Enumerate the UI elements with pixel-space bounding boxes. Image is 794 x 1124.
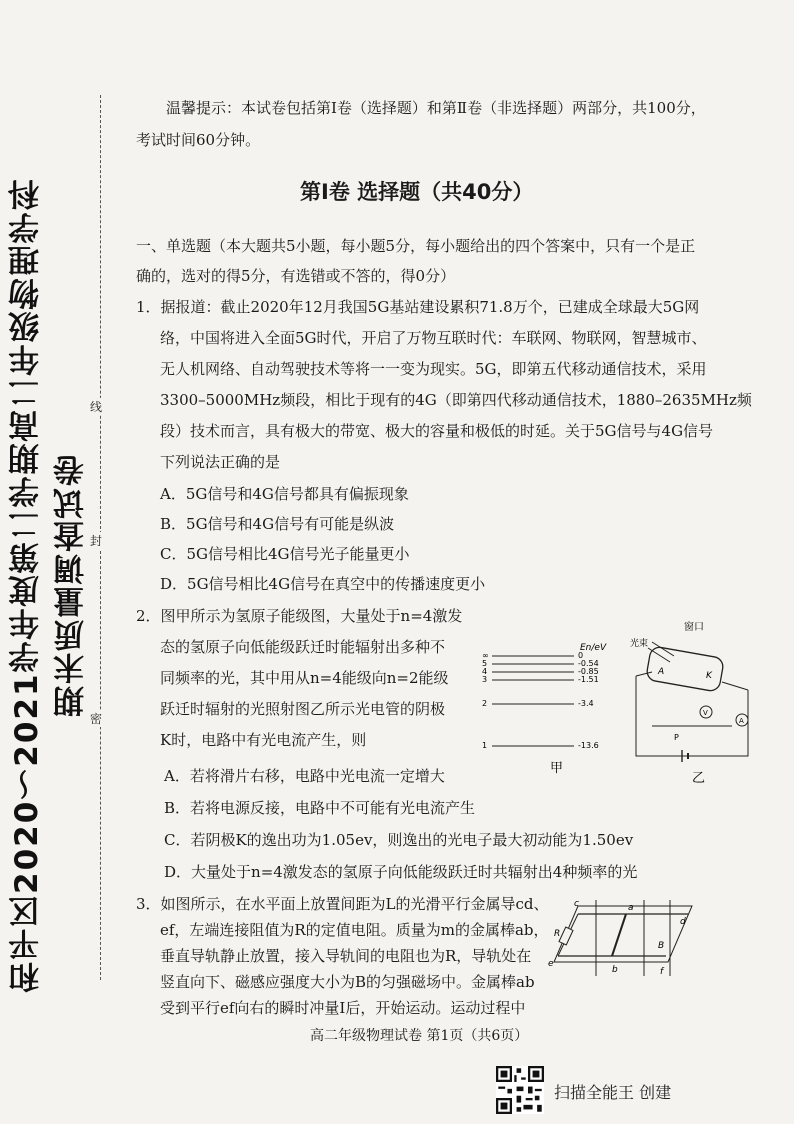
q3-line: 垂直导轨静止放置，接入导轨间的电阻也为R，导轨处在 bbox=[160, 947, 532, 965]
field-label: B bbox=[658, 941, 665, 951]
metal-rod-ab bbox=[612, 914, 626, 956]
q2-line: 跃迁时辐射的光照射图乙所示光电管的阴极 bbox=[160, 700, 446, 718]
photoelectric-circuit-diagram bbox=[622, 616, 758, 788]
q1-line: 3300–5000MHz频段，相比于现有的4G（即第四代移动通信技术，1880–2635MHz频 bbox=[160, 391, 752, 409]
q1-option-c: C．5G信号相比4G信号光子能量更小 bbox=[160, 545, 410, 563]
level-n: ∞ bbox=[482, 651, 489, 660]
rail-label: d bbox=[680, 917, 686, 927]
level-n: 1 bbox=[482, 741, 488, 750]
rod-label: b bbox=[612, 965, 618, 975]
light-label: 光束 bbox=[630, 639, 649, 649]
side-exam-title-text: 和平区2020～2021学年度第二学期高二年级物理学科期末质量调查试卷 bbox=[9, 177, 90, 993]
q1-option-b: B．5G信号和4G信号有可能是纵波 bbox=[160, 515, 395, 533]
binding-label-line: 线 bbox=[90, 400, 103, 414]
page-footer: 高二年级物理试卷 第1页（共6页） bbox=[310, 1028, 529, 1044]
q2-option-d: D．大量处于n=4激发态的氢原子向低能级跃迁时共辐射出4种频率的光 bbox=[164, 863, 638, 881]
q2-line: 态的氢原子向低能级跃迁时能辐射出多种不 bbox=[160, 638, 446, 656]
scanner-watermark: 扫描全能王 创建 bbox=[554, 1083, 672, 1102]
rail-label: f bbox=[660, 967, 664, 977]
q2-option-c: C．若阴极K的逸出功为1.05ev，则逸出的光电子最大初动能为1.50ev bbox=[164, 831, 634, 849]
level-n: 4 bbox=[482, 667, 488, 676]
q3-line: 竖直向下、磁感应强度大小为B的匀强磁场中。金属棒ab bbox=[160, 973, 535, 991]
level-energy: -3.4 bbox=[578, 699, 594, 708]
level-energy: 0 bbox=[578, 651, 584, 660]
figure-a-caption: 甲 bbox=[550, 761, 564, 776]
q1-option-a: A．5G信号和4G信号都具有偏振现象 bbox=[160, 485, 409, 503]
q1-option-d: D．5G信号相比4G信号在真空中的传播速度更小 bbox=[160, 575, 486, 593]
q2-line: K时，电路中有光电流产生，则 bbox=[160, 731, 367, 749]
q2-line: 2．图甲所示为氢原子能级图，大量处于n=4激发 bbox=[136, 607, 463, 625]
q2-line: 同频率的光，其中用从n=4能级向n=2能级 bbox=[160, 669, 449, 687]
level-n: 2 bbox=[482, 699, 488, 708]
level-energy: -1.51 bbox=[578, 675, 599, 684]
side-exam-title bbox=[4, 170, 90, 1000]
part1-line-2: 确的，选对的得5分，有选错或不答的，得0分） bbox=[136, 267, 456, 285]
q3-line: 受到平行ef向右的瞬时冲量I后，开始运动。运动过程中 bbox=[160, 999, 526, 1017]
part1-line-1: 一、单选题（本大题共5小题，每小题5分，每小题给出的四个答案中，只有一个是正 bbox=[136, 237, 696, 255]
q2-option-a: A．若将滑片右移，电路中光电流一定增大 bbox=[164, 767, 445, 785]
notice-line-1: 温馨提示：本试卷包括第Ⅰ卷（选择题）和第Ⅱ卷（非选择题）两部分，共100分， bbox=[166, 99, 706, 117]
light-beam bbox=[648, 648, 670, 662]
rod-label: a bbox=[628, 903, 634, 913]
voltmeter-label: V bbox=[703, 709, 708, 717]
level-energy: -0.85 bbox=[578, 667, 599, 676]
q1-line: 无人机网络、自动驾驶技术等将一一变为现实。5G，即第五代移动通信技术，采用 bbox=[160, 360, 707, 378]
qr-code-icon bbox=[496, 1066, 544, 1114]
resistor-label: R bbox=[554, 929, 561, 939]
binding-label-seal: 封 bbox=[90, 534, 103, 548]
slider-label: P bbox=[674, 733, 679, 742]
resistor bbox=[559, 927, 573, 945]
q1-line: 1．据报道：截止2020年12月我国5G基站建设累积71.8万个，已建成全球最大5G网 bbox=[136, 298, 700, 316]
rail-label: c bbox=[574, 899, 579, 909]
window-label: 窗口 bbox=[684, 622, 704, 633]
notice-line-2: 考试时间60分钟。 bbox=[136, 131, 261, 149]
q2-option-b: B．若将电源反接，电路中不可能有光电流产生 bbox=[164, 799, 476, 817]
ammeter-label: A bbox=[739, 717, 744, 725]
level-n: 5 bbox=[482, 659, 488, 668]
level-n: 3 bbox=[482, 675, 488, 684]
q3-line: 3．如图所示，在水平面上放置间距为L的光滑平行金属导cd、 bbox=[136, 895, 549, 913]
q3-line: ef，左端连接阻值为R的定值电阻。质量为m的金属棒ab， bbox=[160, 921, 549, 939]
q1-line: 下列说法正确的是 bbox=[160, 453, 281, 471]
rail-label: e bbox=[548, 959, 554, 969]
circuit-wire bbox=[636, 672, 652, 676]
axis-label: En/eV bbox=[580, 643, 607, 653]
q1-line: 络，中国将进入全面5G时代，开启了万物互联时代：车联网、物联网，智慧城市、 bbox=[160, 329, 707, 347]
figure-b-caption: 乙 bbox=[692, 771, 706, 786]
q1-line: 段）技术而言，具有极大的带宽、极大的容量和极低的时延。关于5G信号与4G信号 bbox=[160, 422, 714, 440]
circuit-wire bbox=[722, 682, 748, 690]
binding-label-secret: 密 bbox=[90, 712, 103, 726]
energy-level-diagram bbox=[478, 636, 628, 776]
section-title: 第Ⅰ卷 选择题（共40分） bbox=[300, 180, 534, 204]
anode-label: A bbox=[658, 667, 665, 677]
level-energy: -13.6 bbox=[578, 741, 599, 750]
cathode-label: K bbox=[706, 671, 712, 681]
level-energy: -0.54 bbox=[578, 659, 599, 668]
rail-diagram bbox=[548, 896, 698, 982]
